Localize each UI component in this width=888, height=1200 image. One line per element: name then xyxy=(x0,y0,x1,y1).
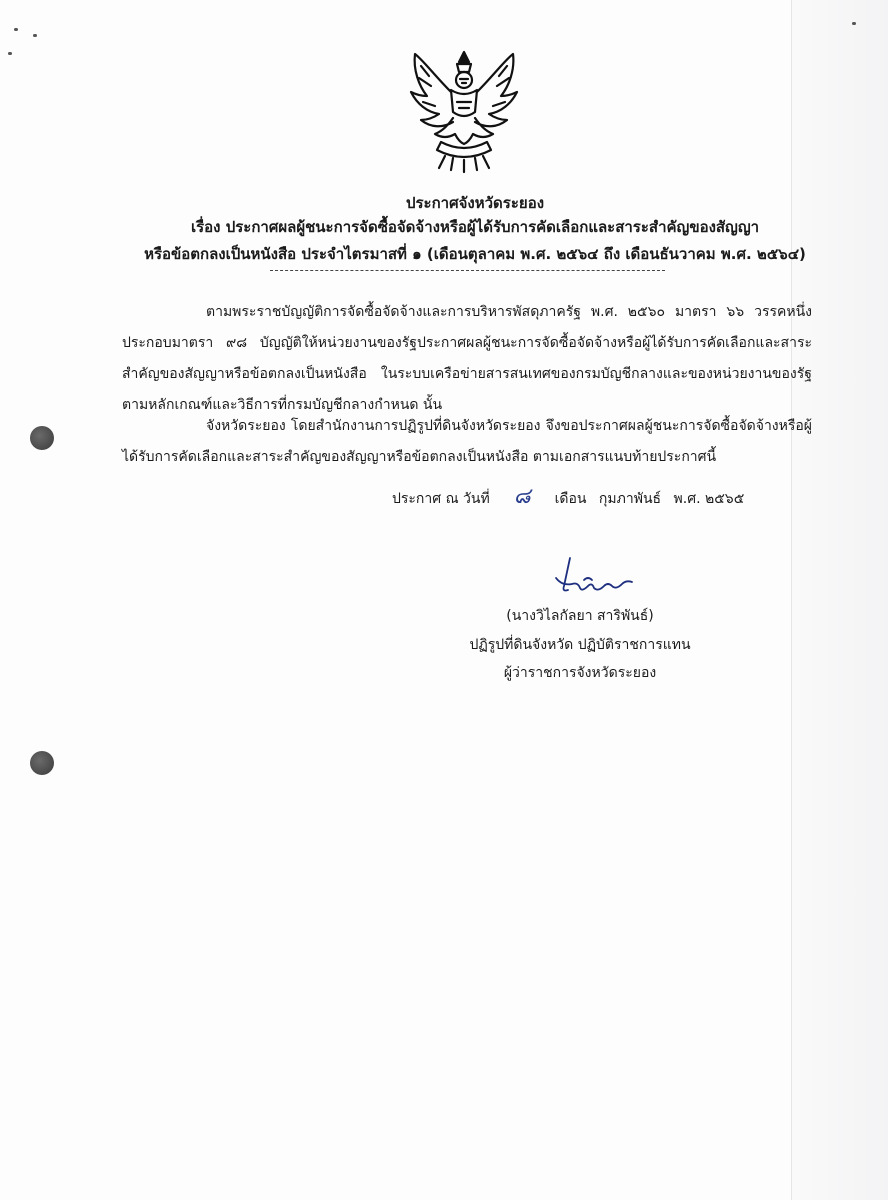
subject-line-1: เรื่อง ประกาศผลผู้ชนะการจัดซื้อจัดจ้างหรือผู้ได้รับการคัดเลือกและสาระสำคัญของสัญญา xyxy=(190,218,760,236)
signatory-position-2: ผู้ว่าราชการจังหวัดระยอง xyxy=(503,665,657,681)
date-month-label: เดือน xyxy=(554,491,587,507)
date-prefix: ประกาศ ณ วันที่ xyxy=(392,491,490,507)
date-day-handwritten: ๘ xyxy=(513,484,531,509)
handwritten-signature xyxy=(548,556,638,600)
scan-speck xyxy=(33,34,37,37)
scan-speck xyxy=(14,28,18,31)
paragraph-legal-basis: ตามพระราชบัญญัติการจัดซื้อจัดจ้างและการบริหารพัสดุภาครัฐ พ.ศ. ๒๕๖๐ มาตรา ๖๖ วรรคหนึ่ง ประกอบมาตรา ๙๘ บัญญัติให้หน่วยงานของรัฐประกาศผลผู้ชนะการจัดซื้อจัดจ้างหรือผู้ได้รับการคัดเลือกและสาระสำคัญของสัญญาหรือข้อตกลงเป็นหนังสือ ในระบบเครือข่ายสารสนเทศของกรมบัญชีกลางและของหน่วยงานของรัฐตามหลักเกณฑ์และวิธีการที่กรมบัญชีกลางกำหนด นั้น xyxy=(122,304,812,413)
paragraph-announcement: จังหวัดระยอง โดยสำนักงานการปฏิรูปที่ดินจังหวัดระยอง จึงขอประกาศผลผู้ชนะการจัดซื้อจัดจ้างหรือผู้ได้รับการคัดเลือกและสาระสำคัญของสัญญาหรือข้อตกลงเป็นหนังสือ ตามเอกสารแนบท้ายประกาศนี้ xyxy=(122,418,812,465)
page-edge-shadow xyxy=(791,0,888,1200)
date-month: กุมภาพันธ์ xyxy=(598,491,662,507)
punch-hole xyxy=(30,751,54,775)
garuda-emblem-icon xyxy=(405,46,523,174)
signatory-name: (นางวิไลกัลยา สาริพันธ์) xyxy=(506,608,654,624)
announcement-date xyxy=(392,478,744,513)
header-divider xyxy=(270,270,665,271)
scan-speck xyxy=(852,22,856,25)
scan-speck xyxy=(8,52,12,55)
signatory-position-1: ปฏิรูปที่ดินจังหวัด ปฏิบัติราชการแทน xyxy=(469,637,691,653)
punch-hole xyxy=(30,426,54,450)
subject-line-2: หรือข้อตกลงเป็นหนังสือ ประจำไตรมาสที่ ๑ (เดือนตุลาคม พ.ศ. ๒๕๖๔ ถึง เดือนธันวาคม พ.ศ. ๒๕๖๔) xyxy=(144,245,806,263)
date-year: พ.ศ. ๒๕๖๕ xyxy=(673,491,745,507)
document-title: ประกาศจังหวัดระยอง xyxy=(405,194,545,212)
